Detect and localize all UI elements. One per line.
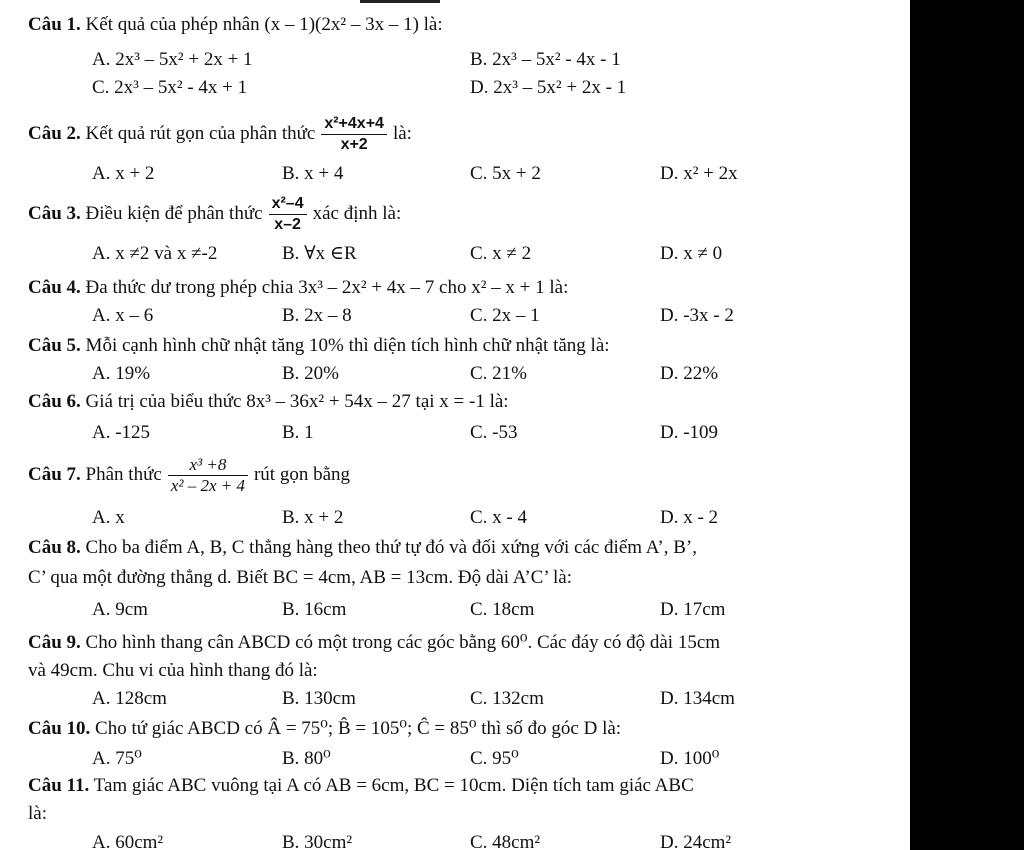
question-text: Kết quả rút gọn của phân thức [85, 123, 316, 144]
question-label: Câu 3. [28, 203, 81, 224]
question-text: Tam giác ABC vuông tại A có AB = 6cm, BC = 10cm. Diện tích tam giác ABC [93, 775, 694, 796]
option-c: C. 2x – 1 [470, 305, 540, 326]
option-d: D. 100⁰ [660, 748, 720, 769]
fraction-denominator: x–2 [274, 216, 301, 234]
option-a: A. 19% [92, 363, 151, 384]
question-6 [28, 391, 509, 413]
question-label: Câu 5. [28, 335, 81, 356]
option-b: B. 80⁰ [282, 748, 331, 769]
option-b: B. 2x – 8 [282, 305, 352, 326]
cropped-top-mark [360, 0, 440, 3]
question-text: Mỗi cạnh hình chữ nhật tăng 10% thì diện tích hình chữ nhật tăng là: [85, 335, 610, 356]
question-label: Câu 2. [28, 123, 81, 144]
fraction-denominator: x+2 [340, 136, 368, 154]
dark-margin-strip [910, 0, 1024, 850]
question-text: Đa thức dư trong phép chia 3x³ – 2x² + 4x – 7 cho x² – x + 1 là: [85, 277, 569, 298]
option-d: D. -109 [660, 422, 719, 443]
option-b: B. ∀x ∈R [282, 243, 357, 264]
option-d: D. -3x - 2 [660, 305, 734, 326]
option-c: C. 2x³ – 5x² - 4x + 1 [92, 77, 248, 98]
question-9-continued: và 49cm. Chu vi của hình thang đó là: [28, 660, 318, 681]
question-text: Phân thức [85, 464, 162, 485]
option-d: D. x² + 2x [660, 163, 738, 184]
option-b: B. 130cm [282, 688, 356, 709]
option-b: B. 2x³ – 5x² - 4x - 1 [470, 49, 621, 70]
option-d: D. 134cm [660, 688, 735, 709]
option-b: B. x + 2 [282, 507, 344, 528]
question-text-end: rút gọn bằng [253, 464, 351, 485]
question-label: Câu 9. [28, 632, 81, 653]
question-text: Cho hình thang cân ABCD có một trong các góc bằng 60⁰. Các đáy có độ dài 15cm [85, 632, 721, 653]
option-c: C. x ≠ 2 [470, 243, 532, 264]
option-c: C. 48cm² [470, 832, 541, 850]
option-c: C. 95⁰ [470, 748, 519, 769]
option-b: B. x + 4 [282, 163, 344, 184]
question-7 [28, 453, 350, 497]
fraction [321, 114, 387, 155]
option-c: C. x - 4 [470, 507, 527, 528]
question-text-end: xác định là: [312, 203, 402, 224]
question-10 [28, 718, 621, 740]
question-8-continued: C’ qua một đường thẳng d. Biết BC = 4cm, AB = 13cm. Độ dài A’C’ là: [28, 567, 573, 588]
fraction [168, 455, 248, 496]
question-11 [28, 775, 694, 797]
question-text: Kết quả của phép nhân (x – 1)(2x² – 3x – 1) là: [85, 14, 443, 35]
option-c: C. 21% [470, 363, 527, 384]
question-label: Câu 7. [28, 464, 81, 485]
question-text: Cho ba điểm A, B, C thẳng hàng theo thứ tự đó và đối xứng với các điểm A’, B’, [85, 537, 697, 558]
question-label: Câu 10. [28, 718, 91, 739]
question-text-end: là: [392, 123, 412, 144]
fraction [269, 194, 307, 235]
question-4 [28, 277, 568, 299]
question-9 [28, 632, 720, 654]
question-label: Câu 6. [28, 391, 81, 412]
question-label: Câu 11. [28, 775, 90, 796]
option-c: C. 5x + 2 [470, 163, 541, 184]
option-c: C. 132cm [470, 688, 544, 709]
question-11-continued: là: [28, 803, 47, 824]
question-label: Câu 1. [28, 14, 81, 35]
question-3 [28, 192, 401, 236]
option-a: A. 128cm [92, 688, 167, 709]
question-1 [28, 14, 443, 36]
option-b: B. 30cm² [282, 832, 353, 850]
option-d: D. x ≠ 0 [660, 243, 723, 264]
question-label: Câu 4. [28, 277, 81, 298]
question-2 [28, 112, 412, 156]
option-a: A. x – 6 [92, 305, 154, 326]
fraction-denominator: x² – 2x + 4 [170, 476, 245, 496]
option-b: B. 20% [282, 363, 339, 384]
option-a: A. 9cm [92, 599, 148, 620]
question-5 [28, 335, 610, 357]
option-d: D. 22% [660, 363, 719, 384]
option-c: C. -53 [470, 422, 518, 443]
question-text: Giá trị của biểu thức 8x³ – 36x² + 54x – 27 tại x = -1 là: [85, 391, 509, 412]
question-text: Cho tứ giác ABCD có Â = 75⁰; B̂ = 105⁰; Ĉ = 85⁰ thì số đo góc D là: [95, 718, 622, 739]
question-8 [28, 537, 697, 559]
option-c: C. 18cm [470, 599, 535, 620]
option-b: B. 1 [282, 422, 314, 443]
option-a: A. 2x³ – 5x² + 2x + 1 [92, 49, 253, 70]
question-label: Câu 8. [28, 537, 81, 558]
option-a: A. -125 [92, 422, 151, 443]
option-d: D. 2x³ – 5x² + 2x - 1 [470, 77, 627, 98]
option-a: A. 75⁰ [92, 748, 142, 769]
option-a: A. x ≠2 và x ≠-2 [92, 243, 218, 264]
option-d: D. 24cm² [660, 832, 732, 850]
fraction-numerator: x²–4 [269, 194, 307, 215]
option-d: D. 17cm [660, 599, 726, 620]
option-a: A. x [92, 507, 125, 528]
option-a: A. 60cm² [92, 832, 164, 850]
option-b: B. 16cm [282, 599, 347, 620]
fraction-numerator: x³ +8 [168, 455, 248, 476]
fraction-numerator: x²+4x+4 [321, 114, 387, 135]
option-a: A. x + 2 [92, 163, 155, 184]
question-text: Điều kiện để phân thức [85, 203, 263, 224]
option-d: D. x - 2 [660, 507, 719, 528]
